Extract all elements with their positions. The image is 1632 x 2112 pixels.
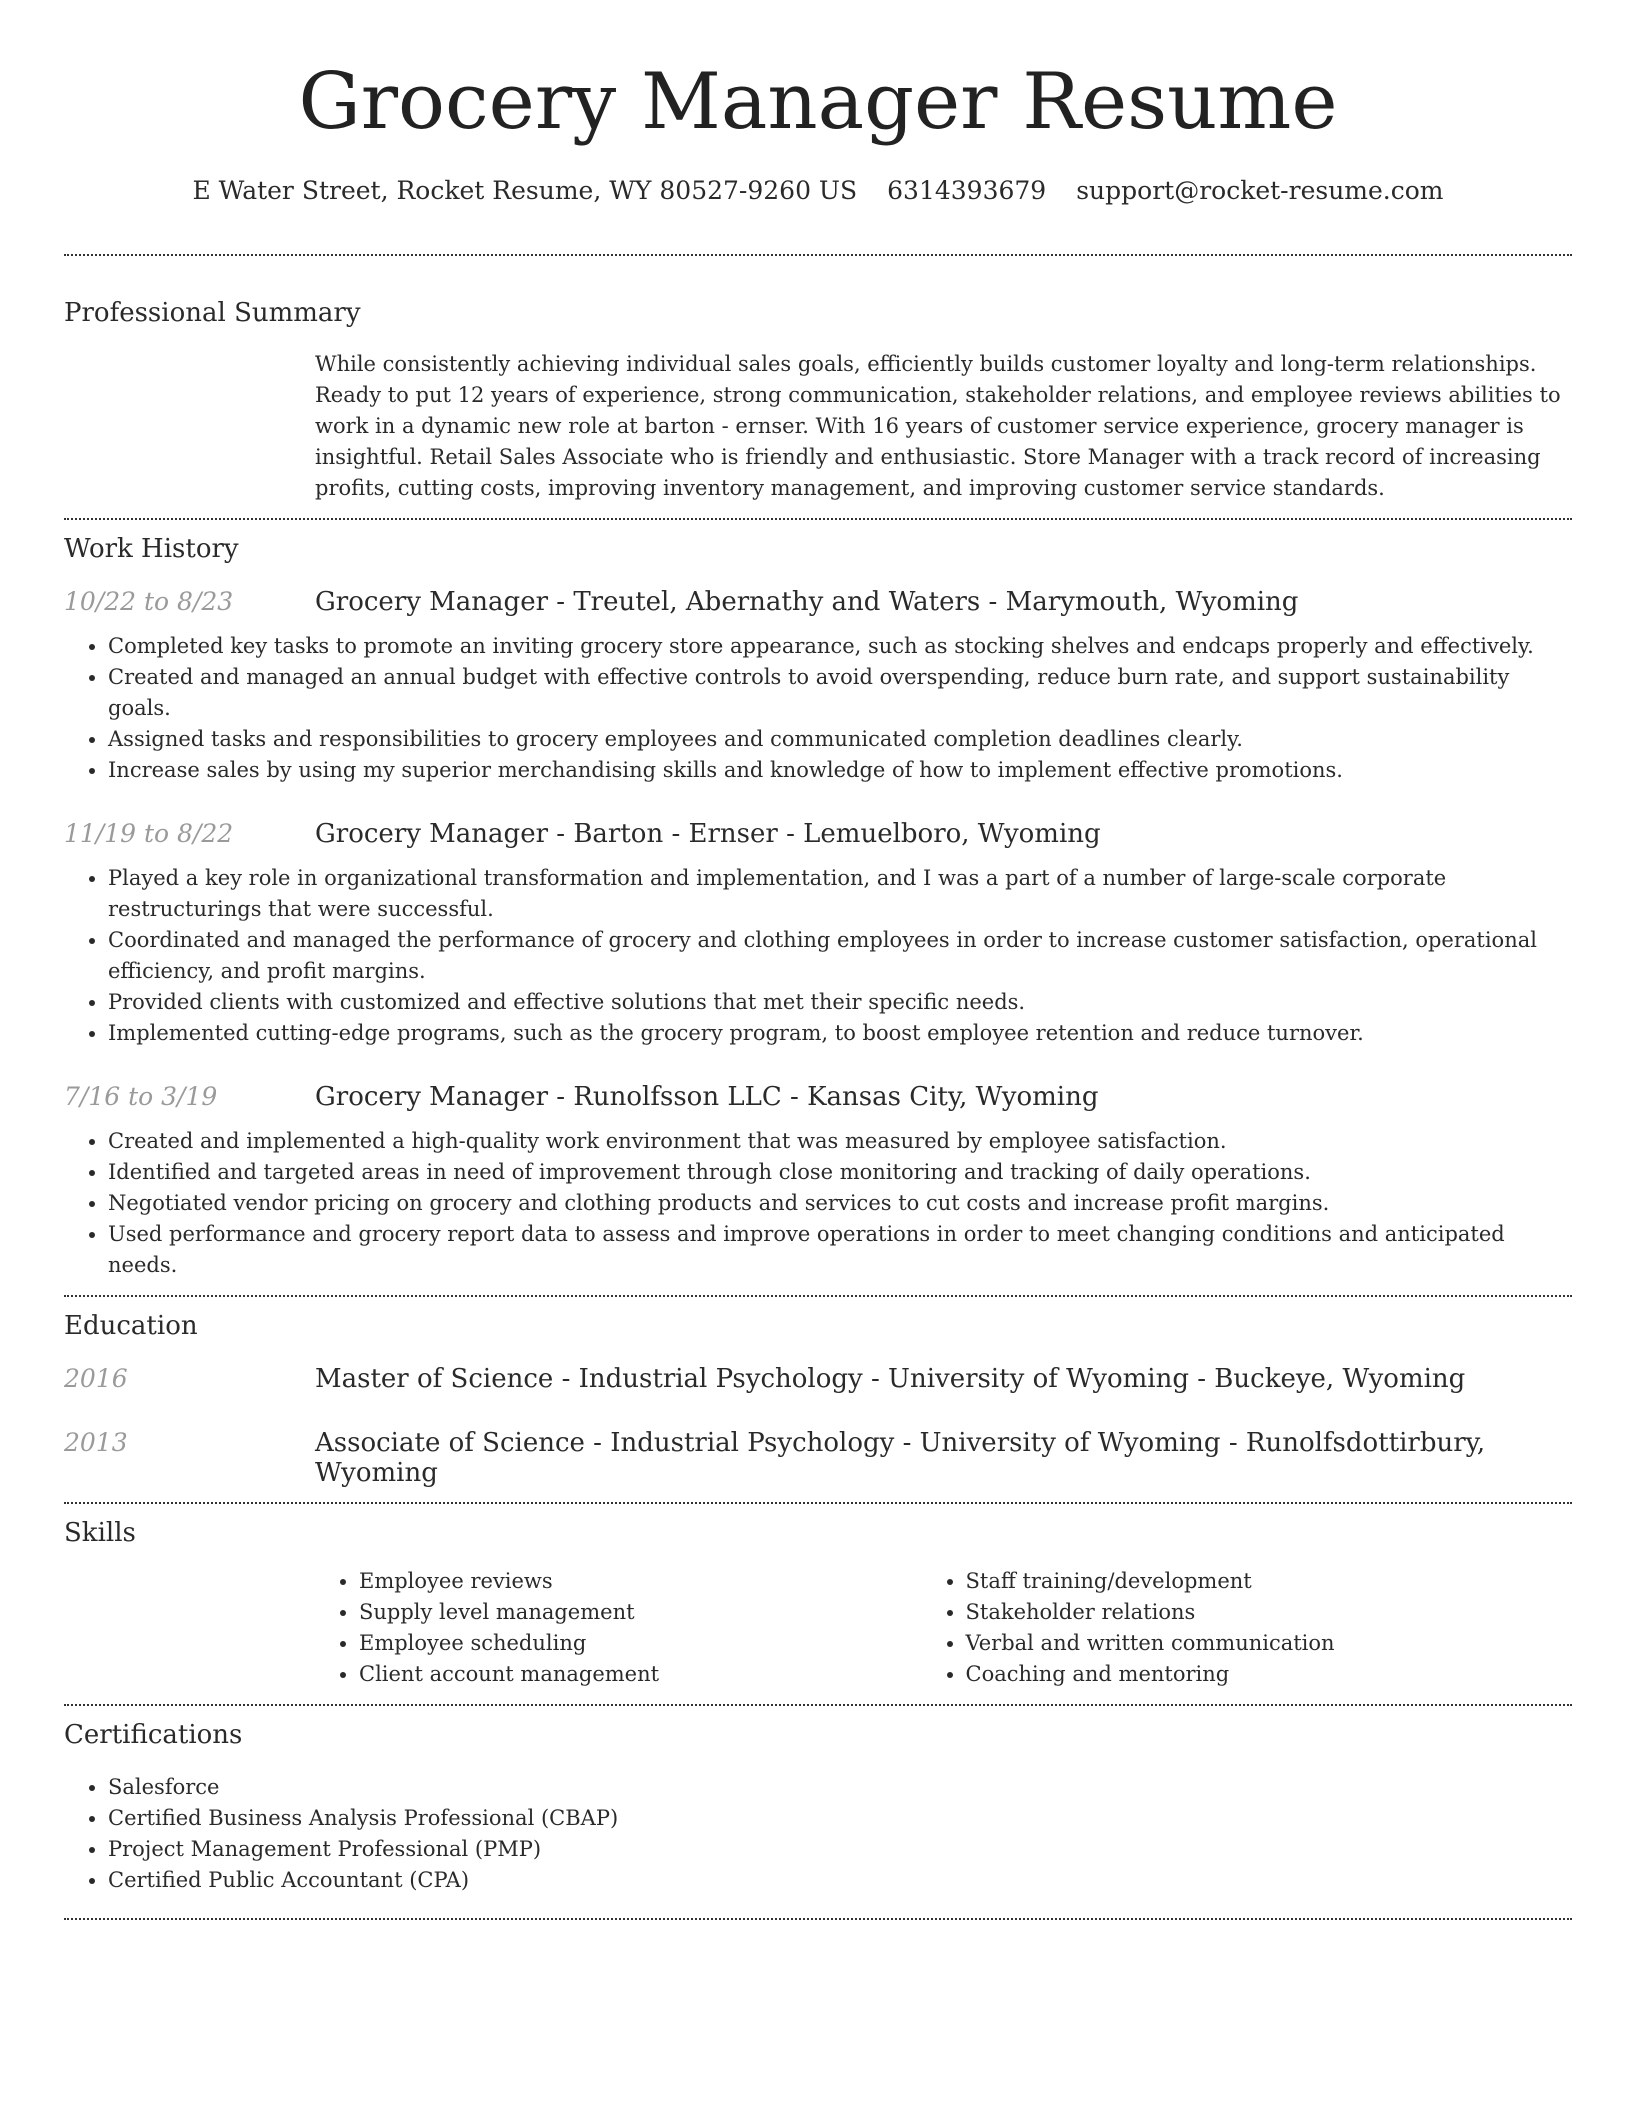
list-item: • Identified and targeted areas in need of improvement through close monitoring and tracking of daily operations. <box>108 1157 1572 1188</box>
education-degree: Associate of Science - Industrial Psychology - University of Wyoming - Runolfsdottirbury, Wyoming <box>315 1428 1486 1488</box>
education-entry <box>64 1428 1572 1488</box>
job-bullets <box>64 631 1572 786</box>
section-title-summary: Professional Summary <box>64 298 361 328</box>
list-item: • Supply level management <box>359 1597 966 1628</box>
list-item: • Certified Business Analysis Professional (CBAP) <box>108 1803 1572 1834</box>
divider <box>64 1704 1572 1706</box>
job-bullets <box>64 863 1572 1049</box>
certifications-list <box>64 1772 1572 1896</box>
job-dates: 10/22 to 8/23 <box>64 587 234 616</box>
contact-phone: 6314393679 <box>887 176 1047 205</box>
list-item: • Employee scheduling <box>359 1628 966 1659</box>
contact-address: E Water Street, Rocket Resume, WY 80527-9260 US <box>192 176 858 205</box>
list-item: • Increase sales by using my superior merchandising skills and knowledge of how to implement effective promotions. <box>108 755 1572 786</box>
job-title: Grocery Manager - Treutel, Abernathy and Waters - Marymouth, Wyoming <box>315 587 1299 617</box>
job-bullets <box>64 1126 1572 1281</box>
education-year: 2016 <box>64 1364 128 1393</box>
education-degree: Master of Science - Industrial Psychology - University of Wyoming - Buckeye, Wyoming <box>315 1364 1466 1394</box>
section-title-skills: Skills <box>64 1518 136 1548</box>
job-entry <box>64 1082 1572 1281</box>
job-title: Grocery Manager - Barton - Ernser - Lemuelboro, Wyoming <box>315 819 1101 849</box>
divider <box>64 1918 1572 1920</box>
job-title: Grocery Manager - Runolfsson LLC - Kansas City, Wyoming <box>315 1082 1099 1112</box>
list-item: • Used performance and grocery report data to assess and improve operations in order to meet changing conditions and anticipated needs. <box>108 1219 1572 1281</box>
resume-page <box>64 0 1572 1920</box>
list-item: • Staff training/development <box>966 1566 1573 1597</box>
divider <box>64 1502 1572 1504</box>
list-item: • Implemented cutting-edge programs, such as the grocery program, to boost employee retention and reduce turnover. <box>108 1018 1572 1049</box>
divider <box>64 254 1572 256</box>
list-item: • Salesforce <box>108 1772 1572 1803</box>
list-item: • Certified Public Accountant (CPA) <box>108 1865 1572 1896</box>
list-item: • Played a key role in organizational transformation and implementation, and I was a part of a number of large-scale corporate restructurings that were successful. <box>108 863 1572 925</box>
list-item: • Assigned tasks and responsibilities to grocery employees and communicated completion deadlines clearly. <box>108 724 1572 755</box>
list-item: • Stakeholder relations <box>966 1597 1573 1628</box>
education-year: 2013 <box>64 1428 128 1457</box>
contact-email: support@rocket-resume.com <box>1076 176 1444 205</box>
list-item: • Project Management Professional (PMP) <box>108 1834 1572 1865</box>
divider <box>64 518 1572 520</box>
list-item: • Completed key tasks to promote an inviting grocery store appearance, such as stocking shelves and endcaps properly and effectively. <box>108 631 1572 662</box>
list-item: • Created and implemented a high-quality work environment that was measured by employee satisfaction. <box>108 1126 1572 1157</box>
skills-column-left <box>315 1566 966 1690</box>
section-title-work-history: Work History <box>64 534 239 564</box>
list-item: • Provided clients with customized and effective solutions that met their specific needs. <box>108 987 1572 1018</box>
job-dates: 7/16 to 3/19 <box>64 1082 218 1111</box>
divider <box>64 1295 1572 1297</box>
list-item: • Negotiated vendor pricing on grocery and clothing products and services to cut costs and increase profit margins. <box>108 1188 1572 1219</box>
list-item: • Verbal and written communication <box>966 1628 1573 1659</box>
education-entry <box>64 1364 1572 1394</box>
section-title-certifications: Certifications <box>64 1720 243 1750</box>
job-dates: 11/19 to 8/22 <box>64 819 234 848</box>
list-item: • Created and managed an annual budget with effective controls to avoid overspending, reduce burn rate, and support sustainability goals. <box>108 662 1572 724</box>
list-item: • Client account management <box>359 1659 966 1690</box>
section-title-education: Education <box>64 1311 198 1341</box>
list-item: • Coaching and mentoring <box>966 1659 1573 1690</box>
contact-line <box>64 174 1572 208</box>
page-title: Grocery Manager Resume <box>298 57 1338 147</box>
job-entry <box>64 587 1572 786</box>
summary-text: While consistently achieving individual sales goals, efficiently builds customer loyalty and long-term relationships. Ready to put 12 years of experience, strong communication, stakeholder relations, and employee reviews abilities to work in a dynamic new role at barton - ernser. With 16 years of customer service experience, grocery manager is insightful. Retail Sales Associate who is friendly and enthusiastic. Store Manager with a track record of increasing profits, cutting costs, improving inventory management, and improving customer service standards. <box>315 352 1561 500</box>
skills-column-right <box>966 1566 1573 1690</box>
skills-list <box>315 1566 1572 1690</box>
list-item: • Employee reviews <box>359 1566 966 1597</box>
list-item: • Coordinated and managed the performance of grocery and clothing employees in order to increase customer satisfaction, operational efficiency, and profit margins. <box>108 925 1572 987</box>
job-entry <box>64 819 1572 1049</box>
